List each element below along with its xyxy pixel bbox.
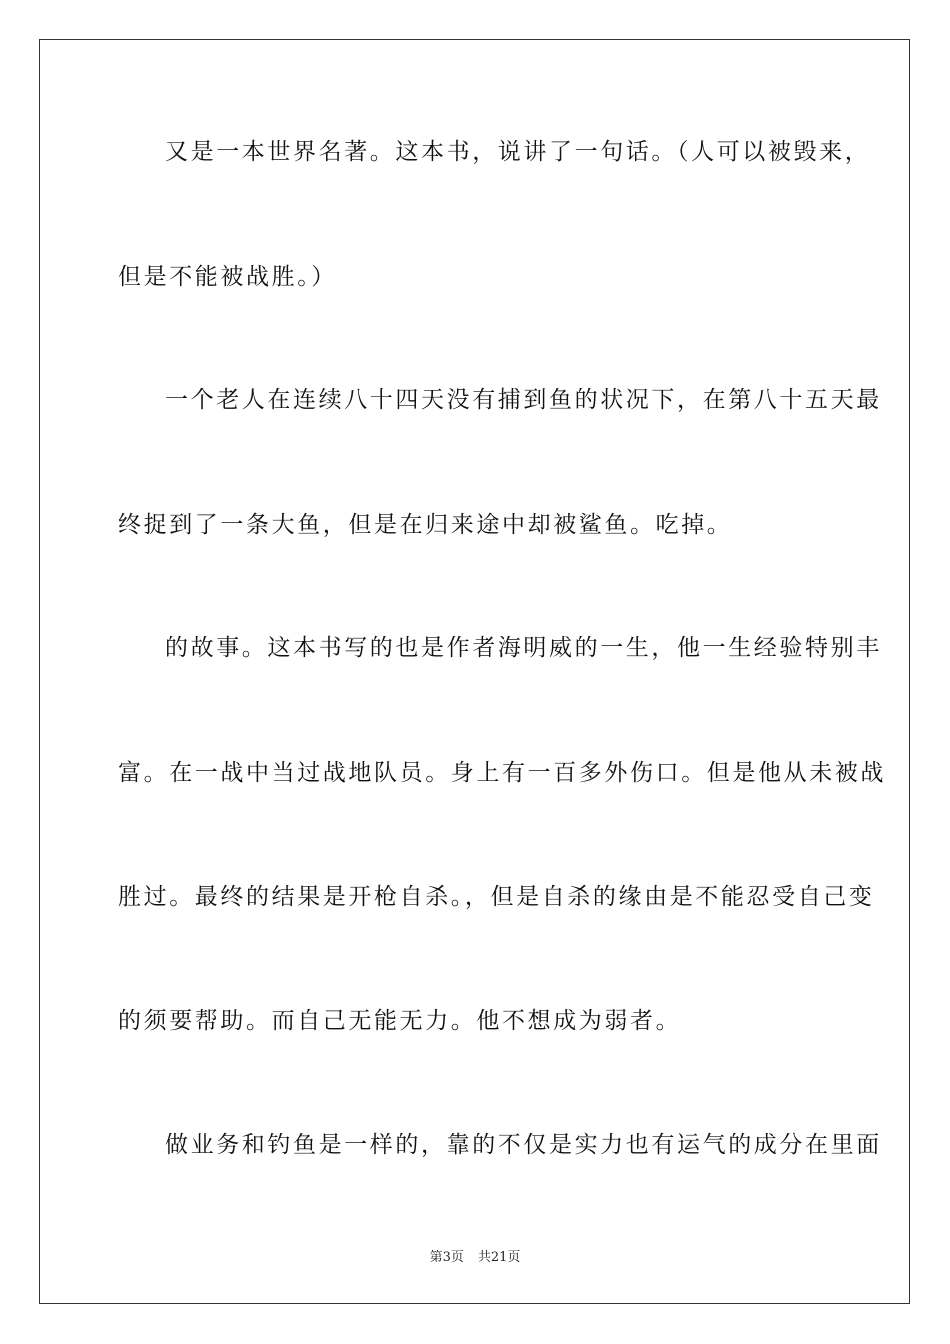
page-total: 共21页 [477,1250,521,1265]
text-line-5: 的故事。这本书写的也是作者海明威的一生，他一生经验特别丰 [165,635,882,661]
text-line-8: 的须要帮助。而自己无能无力。他不想成为弱者。 [118,1008,682,1034]
page-number: 第3页 [429,1250,464,1265]
text-line-4: 终捉到了一条大鱼，但是在归来途中却被鲨鱼。吃掉。 [118,512,733,538]
text-line-6: 富。在一战中当过战地队员。身上有一百多外伤口。但是他从未被战 [118,760,886,786]
text-line-7: 胜过。最终的结果是开枪自杀。，但是自杀的缘由是不能忍受自己变 [118,884,875,910]
page-border [39,39,910,1304]
page-footer [0,1246,950,1265]
text-line-3: 一个老人在连续八十四天没有捕到鱼的状况下，在第八十五天最 [165,387,882,413]
text-line-2: 但是不能被战胜。） [118,264,337,290]
text-line-1: 又是一本世界名著。这本书，说讲了一句话。（人可以被毁来， [165,139,871,165]
text-line-9: 做业务和钓鱼是一样的，靠的不仅是实力也有运气的成分在里面 [165,1132,882,1158]
